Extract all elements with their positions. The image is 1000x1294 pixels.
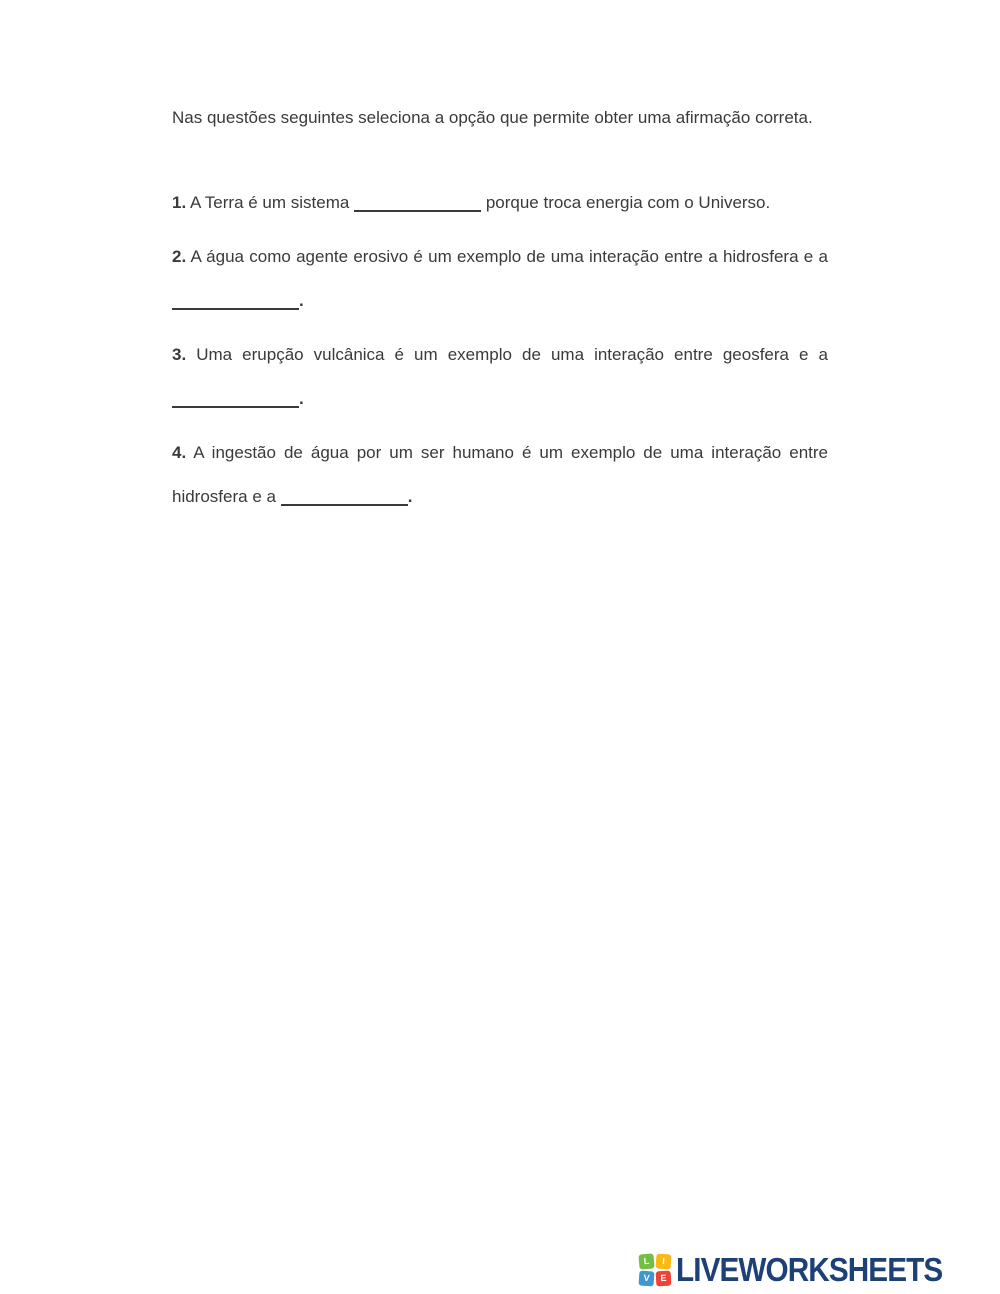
worksheet-content	[172, 101, 828, 529]
intro-text: Nas questões seguintes seleciona a opção que permite obter uma afirmação correta.	[172, 108, 813, 127]
logo-tile-l: L	[639, 1253, 655, 1269]
answer-blank-1[interactable]	[354, 196, 481, 212]
question-2-text-before: A água como agente erosivo é um exemplo de uma interação entre a hidrosfera e a	[190, 247, 828, 266]
question-4-number: 4.	[172, 443, 187, 462]
liveworksheets-icon	[639, 1254, 671, 1286]
question-3-period: .	[299, 389, 304, 408]
question-2-period: .	[299, 291, 304, 310]
logo-tile-v: V	[639, 1270, 655, 1286]
question-3-number: 3.	[172, 345, 187, 364]
question-4-text-before: A ingestão de água por um ser humano é um exemplo de uma interação entre hidrosfera e a	[172, 443, 828, 506]
answer-blank-3[interactable]	[172, 392, 299, 408]
liveworksheets-wordmark: LIVEWORKSHEETS	[676, 1251, 943, 1288]
question-3-text-before: Uma erupção vulcânica é um exemplo de uma interação entre geosfera e a	[196, 345, 828, 364]
question-4-period: .	[407, 487, 413, 506]
answer-blank-4[interactable]	[281, 490, 408, 506]
question-1-number: 1.	[172, 193, 187, 212]
question-3	[172, 333, 828, 421]
question-4	[172, 431, 828, 519]
liveworksheets-logo[interactable]	[639, 1251, 972, 1289]
logo-tile-i: I	[656, 1253, 672, 1269]
logo-tile-e: E	[656, 1271, 672, 1287]
answer-blank-2[interactable]	[172, 294, 299, 310]
question-2	[172, 235, 828, 323]
question-1	[172, 181, 828, 225]
question-1-text-after: porque troca energia com o Universo.	[485, 193, 771, 212]
question-2-number: 2.	[172, 247, 187, 266]
question-1-text-before: A Terra é um sistema	[189, 193, 350, 212]
